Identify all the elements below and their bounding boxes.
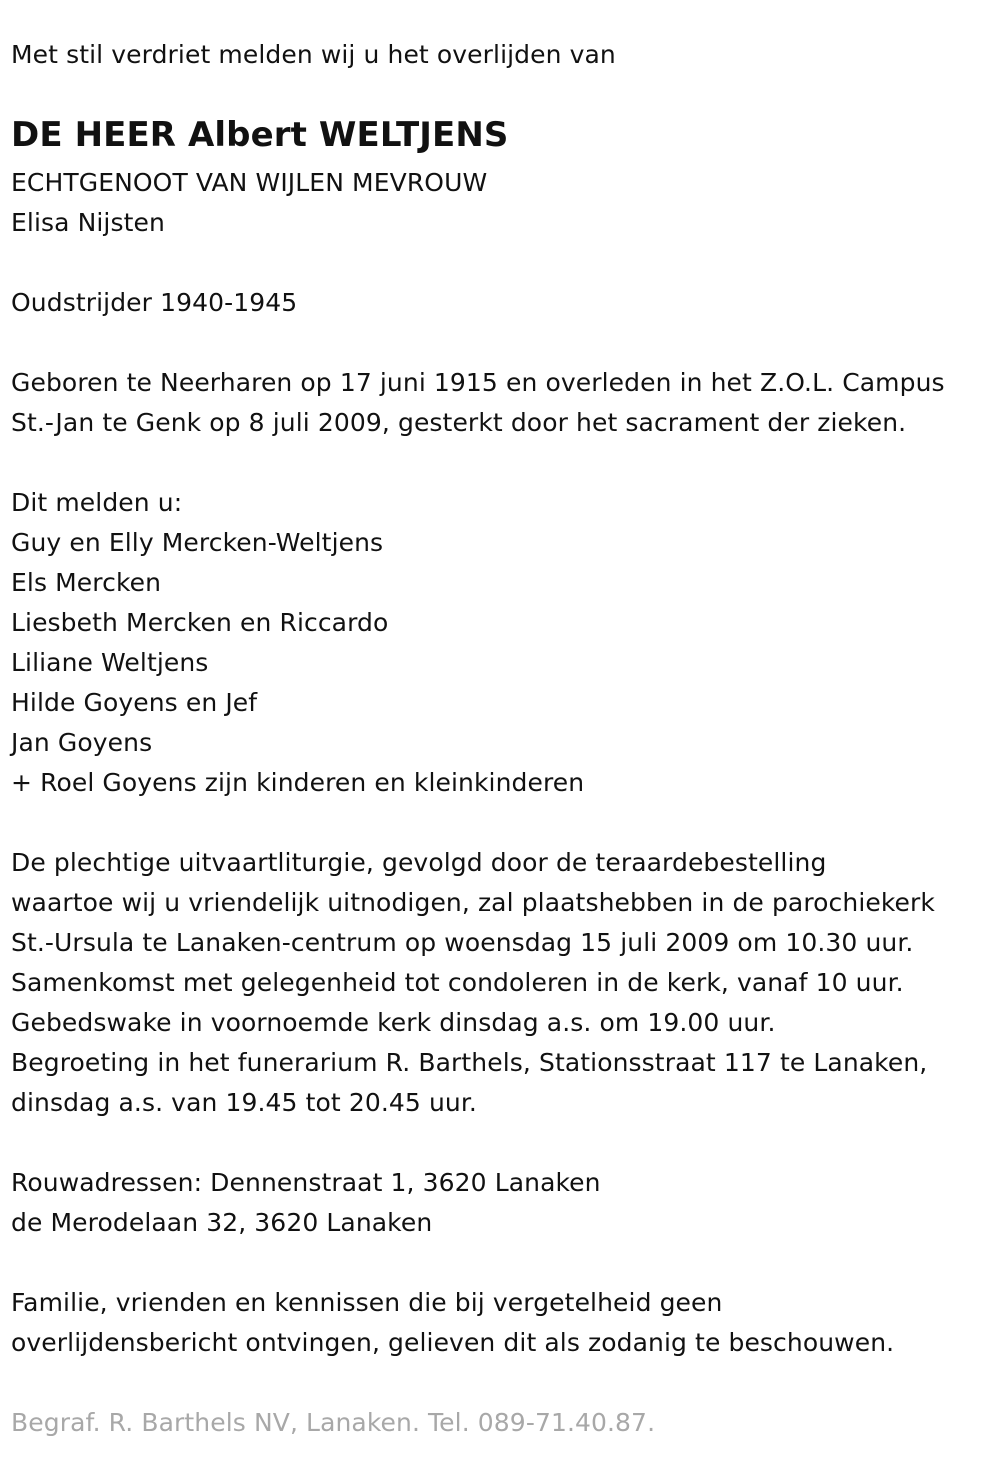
intro-text: Met stil verdriet melden wij u het overlijden van <box>11 40 616 69</box>
ceremony-line: waartoe wij u vriendelijk uitnodigen, zal plaatshebben in de parochiekerk <box>11 888 935 917</box>
family-member: Liesbeth Mercken en Riccardo <box>11 608 389 637</box>
ceremony-line: St.-Ursula te Lanaken-centrum op woensdag 15 juli 2009 om 10.30 uur. <box>11 928 914 957</box>
family-member: + Roel Goyens zijn kinderen en kleinkinderen <box>11 768 585 797</box>
closing-line: overlijdensbericht ontvingen, gelieven dit als zodanig te beschouwen. <box>11 1328 895 1357</box>
family-member: Liliane Weltjens <box>11 648 209 677</box>
family-member: Hilde Goyens en Jef <box>11 688 258 717</box>
spouse-name: Elisa Nijsten <box>11 208 165 237</box>
family-member: Els Mercken <box>11 568 162 597</box>
ceremony-line: dinsdag a.s. van 19.45 tot 20.45 uur. <box>11 1088 477 1117</box>
address-line: Rouwadressen: Dennenstraat 1, 3620 Lanaken <box>11 1168 601 1197</box>
ceremony-line: Samenkomst met gelegenheid tot condoleren in de kerk, vanaf 10 uur. <box>11 968 904 997</box>
address-line: de Merodelaan 32, 3620 Lanaken <box>11 1208 433 1237</box>
veteran-line: Oudstrijder 1940-1945 <box>11 288 298 317</box>
ceremony-line: De plechtige uitvaartliturgie, gevolgd door de teraardebestelling <box>11 848 827 877</box>
family-member: Guy en Elly Mercken-Weltjens <box>11 528 384 557</box>
birth-death-line: Geboren te Neerharen op 17 juni 1915 en overleden in het Z.O.L. Campus <box>11 368 945 397</box>
family-heading: Dit melden u: <box>11 488 183 517</box>
closing-line: Familie, vrienden en kennissen die bij vergetelheid geen <box>11 1288 723 1317</box>
birth-death-line: St.-Jan te Genk op 8 juli 2009, gesterkt door het sacrament der zieken. <box>11 408 907 437</box>
deceased-name: DE HEER Albert WELTJENS <box>11 115 509 155</box>
ceremony-line: Gebedswake in voornoemde kerk dinsdag a.s. om 19.00 uur. <box>11 1008 776 1037</box>
family-member: Jan Goyens <box>11 728 153 757</box>
spouse-title: ECHTGENOOT VAN WIJLEN MEVROUW <box>11 168 488 197</box>
ceremony-line: Begroeting in het funerarium R. Barthels, Stationsstraat 117 te Lanaken, <box>11 1048 928 1077</box>
funeral-home-footer: Begraf. R. Barthels NV, Lanaken. Tel. 089-71.40.87. <box>11 1408 656 1437</box>
